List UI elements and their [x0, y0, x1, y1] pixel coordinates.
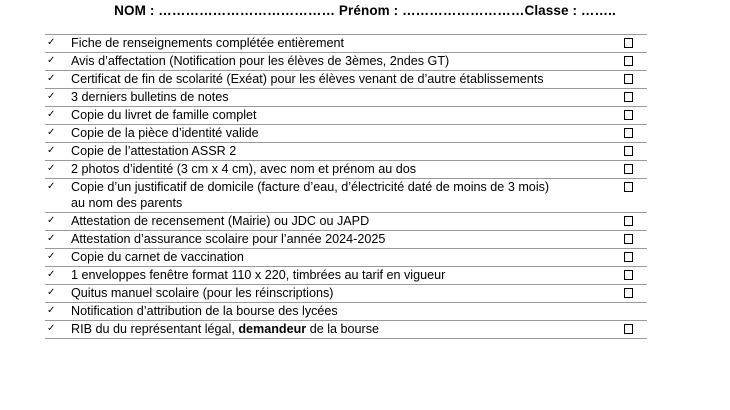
- checkmark-icon: ✓: [47, 73, 56, 84]
- checklist-item-label: Avis d’affectation (Notification pour les élèves de 3èmes, 2ndes GT): [71, 54, 450, 68]
- checkbox[interactable]: [624, 270, 633, 280]
- checklist-row: [45, 70, 647, 88]
- checklist-item-label: Certificat de fin de scolarité (Exéat) pour les élèves venant de d’autre établissements: [71, 72, 544, 86]
- checkmark-icon: ✓: [47, 215, 56, 226]
- checklist-item-line-1: Copie d’un justificatif de domicile (facture d’eau, d’électricité daté de moins de 3 mois): [71, 180, 550, 194]
- checklist-item-label: Quitus manuel scolaire (pour les réinscriptions): [71, 286, 334, 300]
- checklist-item-label: 2 photos d’identité (3 cm x 4 cm), avec nom et prénom au dos: [71, 162, 417, 176]
- checklist-row: [45, 178, 647, 212]
- checklist-item-label: Copie du carnet de vaccination: [71, 250, 244, 264]
- checkbox[interactable]: [624, 128, 633, 138]
- checkmark-icon: ✓: [47, 127, 56, 138]
- checklist-row: [45, 302, 647, 320]
- checklist-row: [45, 284, 647, 302]
- document-checklist: [45, 34, 647, 339]
- checkmark-icon: ✓: [47, 163, 56, 174]
- checklist-row: [45, 266, 647, 284]
- checklist-item-label: Notification d’attribution de la bourse des lycées: [71, 304, 338, 318]
- checkmark-icon: ✓: [47, 305, 56, 316]
- checkbox[interactable]: [624, 56, 633, 66]
- checklist-row: [45, 212, 647, 230]
- checklist-row: [45, 320, 647, 339]
- checkmark-icon: ✓: [47, 37, 56, 48]
- checklist-row: [45, 106, 647, 124]
- checkmark-icon: ✓: [47, 269, 56, 280]
- checkbox[interactable]: [624, 74, 633, 84]
- checkbox[interactable]: [624, 92, 633, 102]
- checklist-item-label: [71, 179, 647, 211]
- checkbox[interactable]: [624, 234, 633, 244]
- checkmark-icon: ✓: [47, 109, 56, 120]
- checkmark-icon: ✓: [47, 145, 56, 156]
- checklist-item-label: Attestation de recensement (Mairie) ou JDC ou JAPD: [71, 214, 370, 228]
- checkmark-icon: ✓: [47, 91, 56, 102]
- checklist-item-line-2: au nom des parents: [71, 196, 183, 210]
- student-info-header: NOM : ………………………………… Prénom : ………………………Classe : ……..: [114, 3, 616, 18]
- demandeur-emphasis: demandeur: [238, 322, 307, 336]
- checkmark-icon: ✓: [47, 55, 56, 66]
- checkbox[interactable]: [624, 252, 633, 262]
- checklist-row: [45, 124, 647, 142]
- checkbox[interactable]: [624, 288, 633, 298]
- checkbox[interactable]: [624, 324, 633, 334]
- checkbox[interactable]: [624, 110, 633, 120]
- checklist-item-label: Copie du livret de famille complet: [71, 108, 257, 122]
- checkmark-icon: ✓: [47, 323, 56, 334]
- checkbox[interactable]: [624, 38, 633, 48]
- checklist-row: [45, 52, 647, 70]
- checklist-row: [45, 34, 647, 52]
- checklist-row: [45, 248, 647, 266]
- checklist-item-text-end: de la bourse: [306, 322, 380, 336]
- checklist-item-label: [71, 321, 647, 337]
- checkmark-icon: ✓: [47, 181, 56, 192]
- checklist-row: [45, 88, 647, 106]
- checklist-item-label: Attestation d’assurance scolaire pour l’année 2024-2025: [71, 232, 386, 246]
- checklist-row: [45, 230, 647, 248]
- checklist-item-label: 1 enveloppes fenêtre format 110 x 220, timbrées au tarif en vigueur: [71, 268, 446, 282]
- checkbox[interactable]: [624, 182, 633, 192]
- checklist-item-label: Fiche de renseignements complétée entièrement: [71, 36, 345, 50]
- checkbox[interactable]: [624, 216, 633, 226]
- checkmark-icon: ✓: [47, 233, 56, 244]
- checkmark-icon: ✓: [47, 251, 56, 262]
- checklist-item-label: 3 derniers bulletins de notes: [71, 90, 229, 104]
- checkmark-icon: ✓: [47, 287, 56, 298]
- checkbox[interactable]: [624, 146, 633, 156]
- checklist-item-text: RIB du du représentant légal,: [71, 322, 239, 336]
- checklist-row: [45, 142, 647, 160]
- checklist-item-label: Copie de l’attestation ASSR 2: [71, 144, 237, 158]
- checklist-row: [45, 160, 647, 178]
- checklist-item-label: Copie de la pièce d’identité valide: [71, 126, 259, 140]
- checkbox[interactable]: [624, 164, 633, 174]
